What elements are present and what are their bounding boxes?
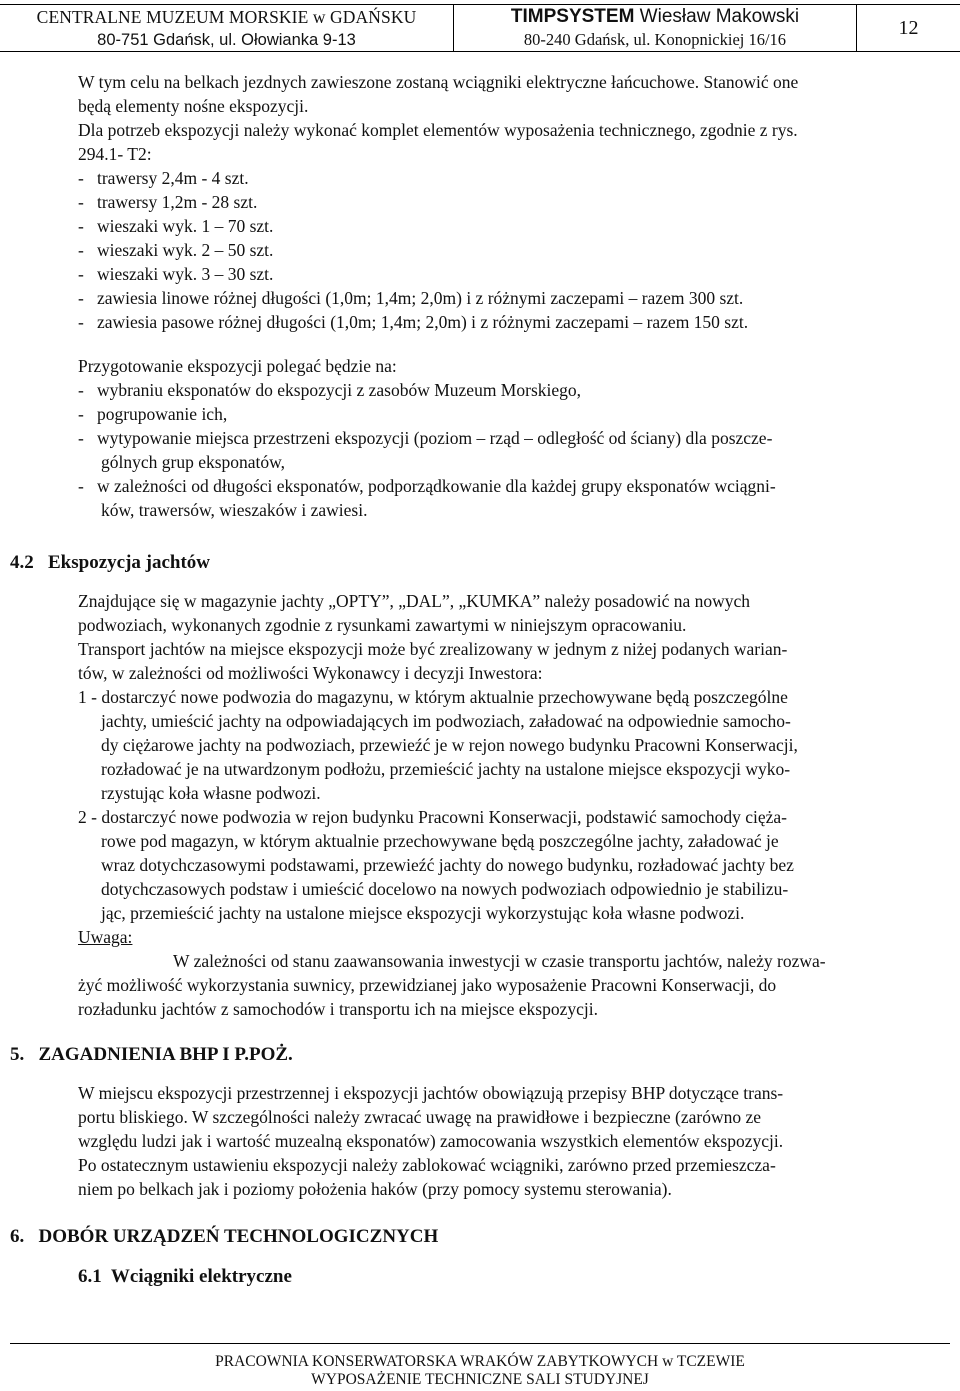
note-line: żyć możliwość wykorzystania suwnicy, przewidzianej jako wyposażenie Pracowni Konserwacji, do	[78, 975, 777, 995]
page-number: 12	[898, 17, 919, 39]
variant-1-continuation: dy ciężarowe jachty na podwoziach, przewieźć je w rejon nowego budynku Pracowni Konserwacji,	[101, 735, 798, 755]
footer-line-1: PRACOWNIA KONSERWATORSKA WRAKÓW ZABYTKOWYCH w TCZEWIE	[215, 1353, 745, 1370]
header-museum-name: CENTRALNE MUZEUM MORSKIE w GDAŃSKU	[36, 7, 417, 27]
para2-line: Przygotowanie ekspozycji polegać będzie na:	[78, 356, 397, 376]
section42-line: tów, w zależności od możliwości Wykonawcy i decyzji Inwestora:	[78, 663, 543, 683]
section5-line: W miejscu ekspozycji przestrzennej i ekspozycji jachtów obowiązują przepisy BHP dotyczące trans-	[78, 1083, 784, 1103]
section42-line: Znajdujące się w magazynie jachty „OPTY”, „DAL”, „KUMKA” należy posadowić na nowych	[78, 591, 751, 611]
list-item: - trawersy 2,4m - 4 szt.	[78, 168, 249, 188]
list-item: - wieszaki wyk. 1 – 70 szt.	[78, 216, 274, 236]
section5-line: niem po belkach jak i poziomy położenia haków (przy pomocy systemu sterowania).	[78, 1179, 672, 1199]
section5-line: portu bliskiego. W szczególności należy zwracać uwagę na prawidłowe i bezpieczne (zarówno ze	[78, 1107, 762, 1127]
para1-line: będą elementy nośne ekspozycji.	[78, 96, 309, 116]
section42-line: Transport jachtów na miejsce ekspozycji może być zrealizowany w jednym z niżej podanych warian-	[78, 639, 788, 659]
list-item-continuation: gólnych grup eksponatów,	[101, 452, 286, 472]
para1-line: W tym celu na belkach jezdnych zawieszone zostaną wciągniki elektryczne łańcuchowe. Stanowić one	[78, 72, 799, 92]
page-header	[0, 0, 960, 58]
section-heading-6: 6. DOBÓR URZĄDZEŃ TECHNOLOGICZNYCH	[10, 1226, 439, 1247]
footer-divider	[10, 1343, 950, 1344]
list-item: - wybraniu eksponatów do ekspozycji z zasobów Muzeum Morskiego,	[78, 380, 582, 400]
note-line: rozładunku jachtów z samochodów i transportu ich na miejsce ekspozycji.	[78, 999, 598, 1019]
section5-line: względu ludzi jak i wartość muzealną eksponatów) zamocowania wszystkich elementów ekspozycji.	[78, 1131, 784, 1151]
note-label: Uwaga:	[78, 927, 133, 947]
para1-line: 294.1- T2:	[78, 144, 152, 164]
variant-1-continuation: jachty, umieścić jachty na odpowiadających im podwoziach, załadować na odpowiednie samocho-	[101, 711, 791, 731]
header-page-block	[857, 4, 960, 52]
list-item: - wytypowanie miejsca przestrzeni ekspozycji (poziom – rząd – odległość od ściany) dla poszcze-	[78, 428, 773, 448]
section-heading-5: 5. ZAGADNIENIA BHP I P.POŻ.	[10, 1044, 293, 1065]
variant-2-continuation: rowe pod magazyn, w którym aktualnie przechowywane będą poszczególne jachty, załadować je	[101, 831, 779, 851]
variant-2: 2 - dostarczyć nowe podwozia w rejon budynku Pracowni Konserwacji, podstawić samochody cięża-	[78, 807, 788, 827]
list-item: - pogrupowanie ich,	[78, 404, 228, 424]
header-museum-block	[0, 4, 454, 52]
variant-2-continuation: dotychczasowych podstaw i umieścić docelowo na nowych podwoziach odpowiednio je stabilizu-	[101, 879, 789, 899]
variant-1-continuation: rzystując koła własne podwozi.	[101, 783, 321, 803]
header-company-name: TIMPSYSTEM Wiesław Makowski	[510, 6, 800, 27]
list-item: - zawiesia linowe różnej długości (1,0m; 1,4m; 2,0m) i z różnymi zaczepami – razem 300 szt.	[78, 288, 744, 308]
section5-line: Po ostatecznym ustawieniu ekspozycji należy zablokować wciągniki, zarówno przed przemieszcza-	[78, 1155, 776, 1175]
variant-1-continuation: rozładować je na utwardzonym podłożu, przemieścić jachty na ustalone miejsce ekspozycji wyko-	[101, 759, 791, 779]
variant-2-continuation: wraz dotychczasowymi podstawami, przewieźć jachty do nowego budynku, rozładować jachty bez	[101, 855, 794, 875]
list-item: - trawersy 1,2m - 28 szt.	[78, 192, 258, 212]
section-heading-4-2: 4.2 Ekspozycja jachtów	[10, 552, 211, 573]
header-museum-address: 80-751 Gdańsk, ul. Ołowianka 9-13	[97, 31, 356, 49]
para1-line: Dla potrzeb ekspozycji należy wykonać komplet elementów wyposażenia technicznego, zgodnie z rys.	[78, 120, 798, 140]
list-item-continuation: ków, trawersów, wieszaków i zawiesi.	[101, 500, 368, 520]
list-item: - w zależności od długości eksponatów, podporządkowanie dla każdej grupy eksponatów wciągni-	[78, 476, 776, 496]
note-line: W zależności od stanu zaawansowania inwestycji w czasie transportu jachtów, należy rozwa-	[173, 951, 826, 971]
header-company-block	[454, 4, 857, 52]
list-item: - wieszaki wyk. 2 – 50 szt.	[78, 240, 274, 260]
subsection-heading-6-1: 6.1 Wciągniki elektryczne	[78, 1266, 292, 1287]
section42-line: podwoziach, wykonanych zgodnie z rysunkami zawartymi w niniejszym opracowaniu.	[78, 615, 687, 635]
variant-2-continuation: jąc, przemieścić jachty na ustalone miejsce ekspozycji wykorzystując koła własne podwozi.	[101, 903, 745, 923]
footer-line-2: WYPOSAŻENIE TECHNICZNE SALI STUDYJNEJ	[311, 1371, 649, 1388]
list-item: - zawiesia pasowe różnej długości (1,0m; 1,4m; 2,0m) i z różnymi zaczepami – razem 150 szt.	[78, 312, 749, 332]
header-company-address: 80-240 Gdańsk, ul. Konopnickiej 16/16	[523, 30, 787, 49]
list-item: - wieszaki wyk. 3 – 30 szt.	[78, 264, 274, 284]
variant-1: 1 - dostarczyć nowe podwozia do magazynu, w którym aktualnie przechowywane będą poszczególne	[78, 687, 788, 707]
